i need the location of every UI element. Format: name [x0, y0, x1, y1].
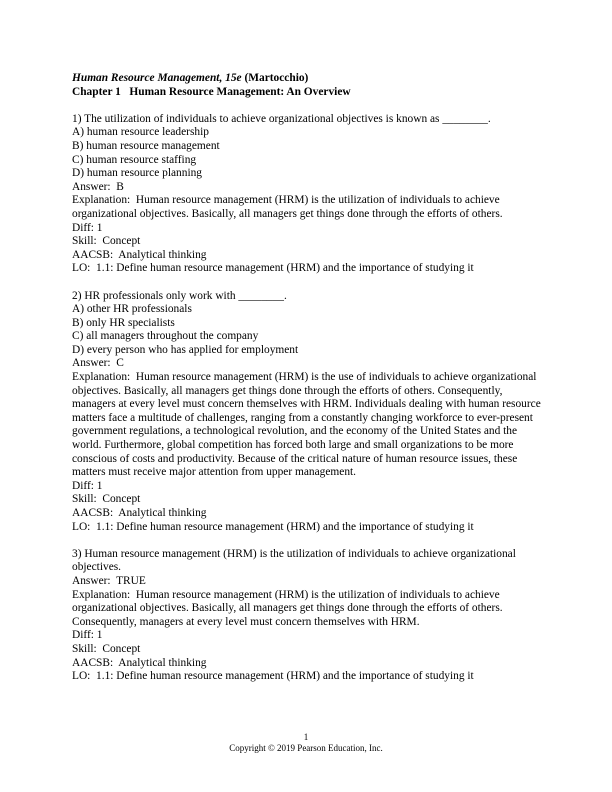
page-number: 1 — [303, 732, 309, 742]
answer: Answer: C — [72, 357, 124, 370]
question-1 — [72, 113, 542, 276]
skill: Skill: Concept — [72, 235, 141, 248]
option-c: C) all managers throughout the company — [72, 330, 259, 343]
answer: Answer: TRUE — [72, 574, 146, 587]
option-c: C) human resource staffing — [72, 153, 197, 166]
answer: Answer: B — [72, 180, 124, 193]
chapter-title: Chapter 1 Human Resource Management: An Overview — [72, 85, 351, 98]
difficulty: Diff: 1 — [72, 221, 103, 234]
question-stem: 2) HR professionals only work with ________. — [72, 289, 287, 302]
learning-objective: LO: 1.1: Define human resource management (HRM) and the importance of studying it — [72, 262, 474, 275]
skill: Skill: Concept — [72, 642, 141, 655]
question-2 — [72, 290, 542, 535]
book-header — [72, 72, 542, 86]
explanation: Explanation: Human resource management (HRM) is the utilization of individuals to achieve organizational objectives. Basically, all managers get things done through the efforts of others. Consequently, managers at every level must concern themselves with HRM. — [72, 588, 506, 628]
option-b: B) only HR specialists — [72, 316, 175, 329]
book-title: Human Resource Management, 15e — [72, 72, 242, 84]
learning-objective: LO: 1.1: Define human resource management (HRM) and the importance of studying it — [72, 670, 474, 683]
question-stem: 1) The utilization of individuals to achieve organizational objectives is known as ________. — [72, 112, 491, 125]
difficulty: Diff: 1 — [72, 479, 103, 492]
option-a: A) human resource leadership — [72, 126, 209, 139]
aacsb: AACSB: Analytical thinking — [72, 507, 207, 519]
skill: Skill: Concept — [72, 493, 141, 506]
question-3 — [72, 548, 542, 684]
aacsb: AACSB: Analytical thinking — [72, 248, 207, 261]
explanation: Explanation: Human resource management (HRM) is the use of individuals to achieve organizational objectives. Basically, all managers get things done through the efforts of others. Consequently, managers at every level must concern themselves with HRM. Individuals dealing with human resource matters face a multitude of challenges, ranging from a constantly changing workforce to ever-present government regulations, a technological revolution, and the economy of the United States and the world. Furthermore, global competition has forced both large and small organizations to be more conscious of costs and productivity. Because of the critical nature of human resource issues, these matters must receive major attention from upper management. — [72, 371, 544, 479]
option-a: A) other HR professionals — [72, 303, 192, 316]
aacsb: AACSB: Analytical thinking — [72, 656, 207, 669]
page-content — [72, 72, 542, 684]
option-d: D) every person who has applied for employment — [72, 343, 299, 356]
option-b: B) human resource management — [72, 139, 220, 152]
difficulty: Diff: 1 — [72, 629, 103, 642]
option-d: D) human resource planning — [72, 167, 203, 180]
book-author: (Martocchio) — [244, 72, 309, 84]
explanation: Explanation: Human resource management (HRM) is the utilization of individuals to achieve organizational objectives. Basically, all managers get things done through the efforts of others. — [72, 194, 503, 220]
question-stem: 3) Human resource management (HRM) is the utilization of individuals to achieve organizational objectives. — [72, 547, 516, 574]
copyright-notice: Copyright © 2019 Pearson Education, Inc. — [229, 743, 383, 753]
learning-objective: LO: 1.1: Define human resource management (HRM) and the importance of studying it — [72, 520, 474, 533]
